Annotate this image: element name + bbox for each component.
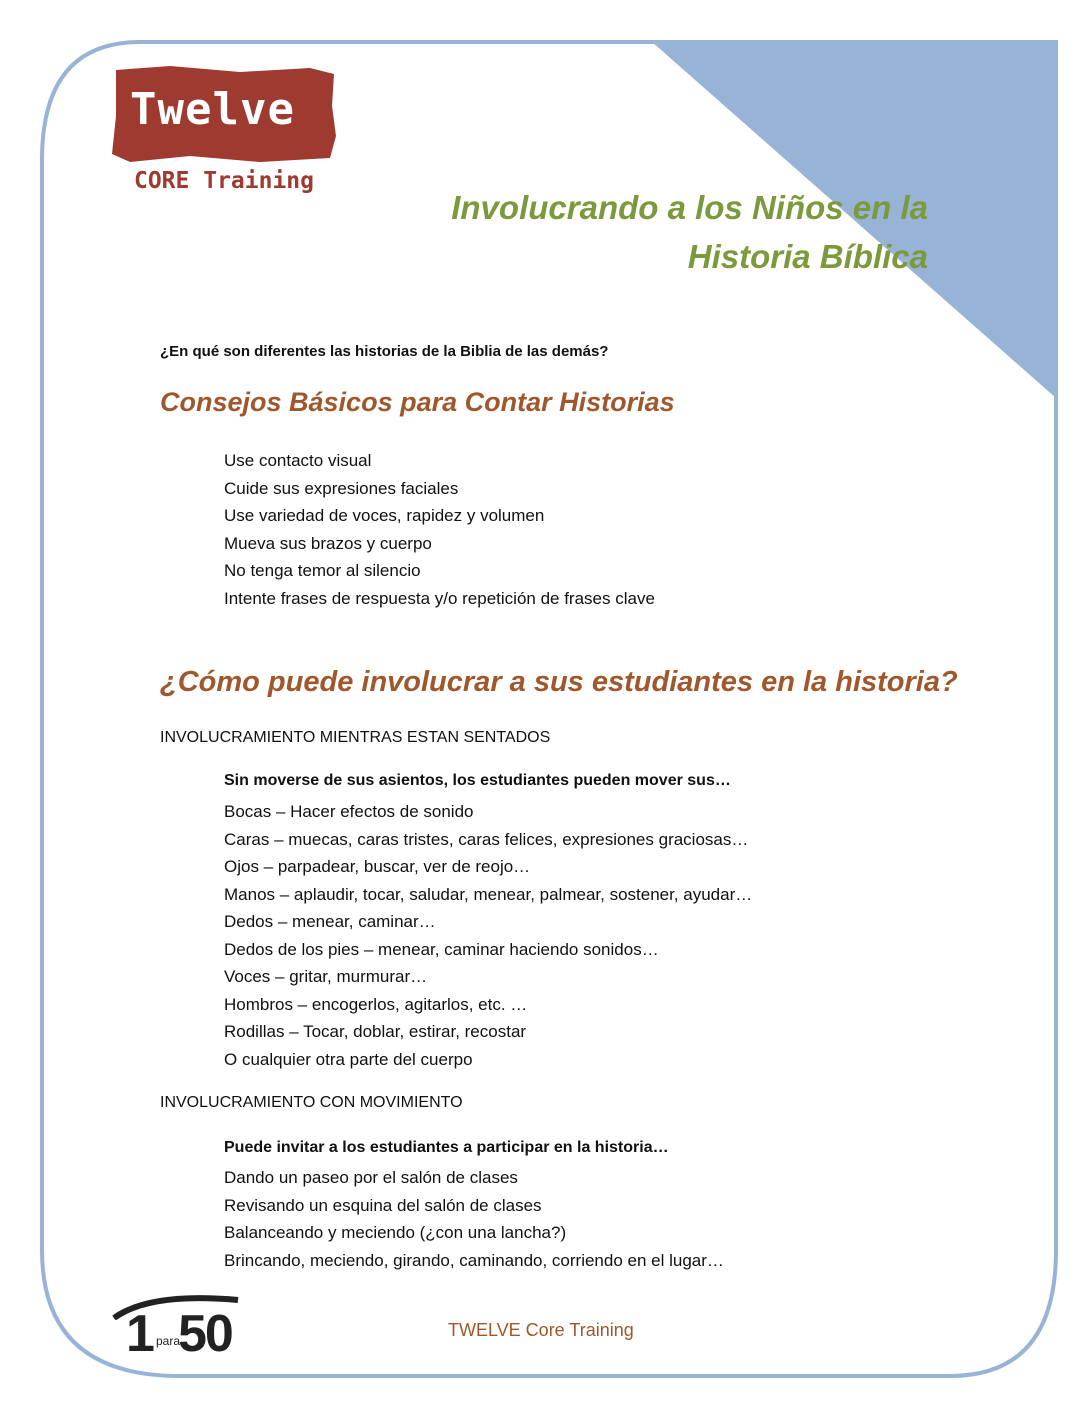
list-item: Dedos de los pies – menear, caminar haciendo sonidos…	[224, 939, 659, 959]
badge-para: para	[156, 1334, 181, 1348]
movement-section-label: INVOLUCRAMIENTO CON MOVIMIENTO	[160, 1094, 463, 1111]
list-item: Rodillas – Tocar, doblar, estirar, recostar	[224, 1022, 527, 1041]
involve-heading: ¿Cómo puede involucrar a sus estudiantes en la historia?	[160, 666, 958, 698]
list-item: O cualquier otra parte del cuerpo	[224, 1049, 473, 1069]
logo-word: Twelve	[130, 84, 295, 135]
seated-section-label: INVOLUCRAMIENTO MIENTRAS ESTAN SENTADOS	[160, 729, 551, 746]
list-item: Hombros – encogerlos, agitarlos, etc. …	[224, 994, 528, 1014]
intro-question: ¿En qué son diferentes las historias de la Biblia de las demás?	[160, 343, 609, 360]
page-title	[380, 183, 928, 281]
tips-heading: Consejos Básicos para Contar Historias	[160, 387, 675, 417]
twelve-logo	[110, 66, 338, 201]
footer-text: TWELVE Core Training	[448, 1320, 634, 1340]
one-para-fifty-logo	[110, 1290, 250, 1370]
seated-lead: Sin moverse de sus asientos, los estudiantes pueden mover sus…	[224, 772, 731, 789]
logo-subtitle: CORE Training	[133, 168, 314, 194]
list-item: Dedos – menear, caminar…	[224, 912, 436, 931]
title-line-2: Historia Bíblica	[687, 238, 928, 275]
list-item: Brincando, meciendo, girando, caminando, corriendo en el lugar…	[224, 1250, 724, 1270]
badge-fifty: 50	[178, 1305, 232, 1363]
list-item: Use variedad de voces, rapidez y volumen	[224, 506, 545, 525]
list-item: Ojos – parpadear, buscar, ver de reojo…	[224, 857, 531, 876]
movement-list	[224, 1164, 724, 1274]
list-item: No tenga temor al silencio	[224, 561, 421, 580]
list-item: Intente frases de respuesta y/o repetición de frases clave	[224, 588, 655, 608]
list-item: Dando un paseo por el salón de clases	[224, 1168, 518, 1187]
list-item: Mueva sus brazos y cuerpo	[224, 533, 432, 553]
list-item: Caras – muecas, caras tristes, caras felices, expresiones graciosas…	[224, 829, 749, 849]
list-item: Voces – gritar, murmurar…	[224, 967, 428, 986]
badge-one: 1	[126, 1305, 155, 1363]
movement-lead: Puede invitar a los estudiantes a participar en la historia…	[224, 1139, 669, 1156]
list-item: Use contacto visual	[224, 451, 372, 470]
list-item: Balanceando y meciendo (¿con una lancha?)	[224, 1223, 567, 1242]
title-line-1: Involucrando a los Niños en la	[451, 189, 928, 226]
list-item: Bocas – Hacer efectos de sonido	[224, 802, 474, 821]
tips-list	[224, 447, 655, 612]
list-item: Manos – aplaudir, tocar, saludar, menear, palmear, sostener, ayudar…	[224, 884, 753, 904]
seated-list	[224, 798, 752, 1073]
list-item: Revisando un esquina del salón de clases	[224, 1195, 542, 1215]
list-item: Cuide sus expresiones faciales	[224, 478, 459, 498]
